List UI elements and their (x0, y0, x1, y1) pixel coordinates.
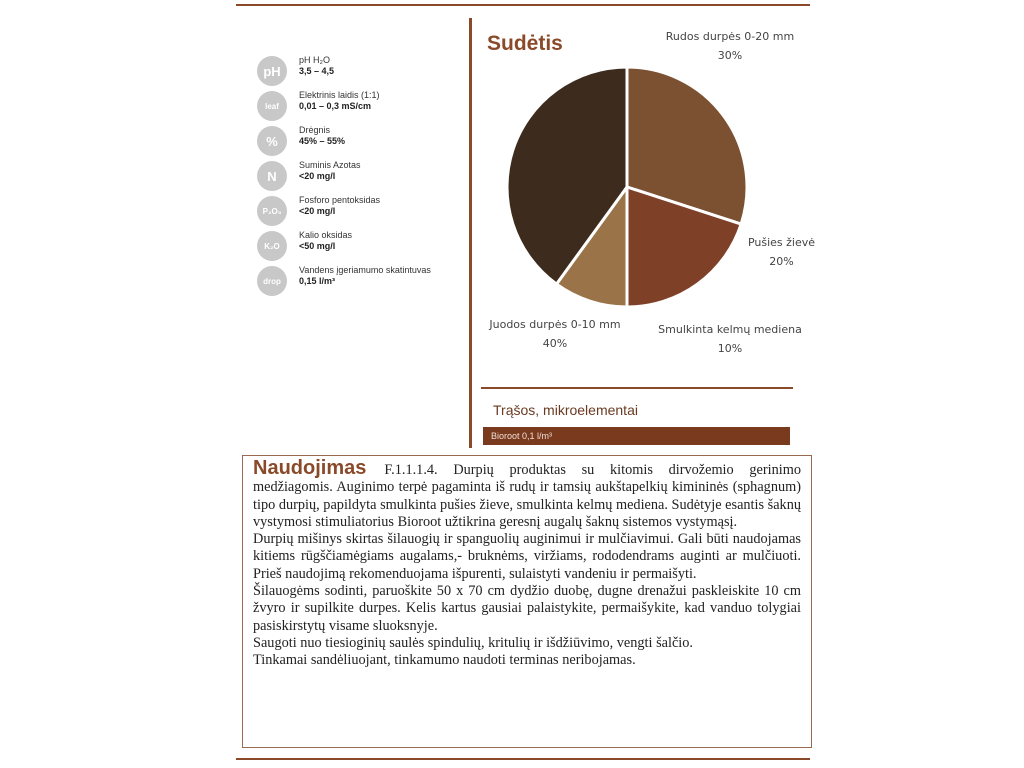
slice-pct: 10% (717, 342, 743, 355)
bottom-rule (236, 758, 810, 760)
parameter-item (257, 55, 457, 86)
parameter-label: Elektrinis laidis (1:1) (299, 90, 380, 100)
usage-box (242, 455, 812, 748)
po-icon: P₂O₅ (257, 196, 287, 226)
parameter-value: <20 mg/l (299, 206, 336, 216)
fertilizer-item: Bioroot 0,1 l/m³ (483, 427, 790, 445)
parameter-item (257, 125, 457, 156)
slice-pct: 30% (717, 49, 743, 62)
slice-name: Pušies žievė (747, 236, 816, 249)
usage-paragraph: Šilauogėms sodinti, paruoškite 50 x 70 cm dydžio duobę, dugne drenažui paskleiskite 10 cm žvyro ir supilkite durpes. Kelis kartus gausiai palaistykite, permaišykite, kad vanduo tolygiai pasiskirstytų visame sluoksnyje. (253, 583, 801, 634)
vertical-divider (469, 18, 472, 448)
usage-title: Naudojimas (253, 457, 367, 479)
fertilizers-title: Trąšos, mikroelementai (493, 402, 638, 418)
usage-paragraph: Saugoti nuo tiesioginių saulės spindulių, kritulių ir išdžiūvimo, vengti šalčio. (253, 634, 693, 651)
parameter-label: Suminis Azotas (299, 160, 361, 170)
parameter-item (257, 195, 457, 226)
slice-name: Rudos durpės 0-20 mm (665, 30, 795, 43)
parameter-value: 45% – 55% (299, 136, 346, 146)
parameter-label: pH H₂O (299, 55, 330, 65)
parameter-value: 0,01 – 0,3 mS/cm (299, 101, 372, 111)
parameter-value: <50 mg/l (299, 241, 336, 251)
%-icon: % (257, 126, 287, 156)
parameter-value: 3,5 – 4,5 (299, 66, 335, 76)
ph-icon: pH (257, 56, 287, 86)
usage-paragraph: F.1.1.1.4. Durpių produktas su kitomis dirvožemio gerinimo medžiagomis. Auginimo terpė pagaminta iš rudų ir tamsių aukštapelkių kimininės (sphagnum) tipo durpių, papildyta smulkinta pušies žieve, smulkinta kelmų mediena. Sudėtyje esantis šaknų vystymosi stimuliatorius Bioroot užtikrina geresnį augalų šaknų sistemos vystymąsį. (253, 462, 801, 530)
slice-name: Smulkinta kelmų mediena (658, 323, 802, 336)
parameter-value: 0,15 l/m³ (299, 276, 336, 286)
drop-icon: drop (257, 266, 287, 296)
slice-name: Juodos durpės 0-10 mm (489, 318, 621, 331)
label-smulkinta (650, 323, 810, 355)
label-juodos (480, 318, 630, 350)
slice-pct: 40% (542, 337, 568, 350)
parameter-label: Drėgnis (299, 125, 331, 135)
composition-title: Sudėtis (487, 32, 563, 55)
parameter-label: Kalio oksidas (299, 230, 353, 240)
parameter-value: <20 mg/l (299, 171, 336, 181)
parameter-label: Fosforo pentoksidas (299, 195, 381, 205)
ko-icon: K₂O (257, 231, 287, 261)
parameter-item (257, 90, 457, 121)
usage-paragraph: Durpių mišinys skirtas šilauogių ir spanguolių auginimui ir mulčiavimui. Gali būti naudojamas kitiems rūgščiamėgiams augalams,- bruknėms, viržiams, rododendrams auginti ar mulčiuoti. Prieš naudojimą rekomenduojama išpurenti, sulaistyti vandeniu ir permaišyti. (253, 531, 801, 582)
n-icon: N (257, 161, 287, 191)
parameter-item (257, 160, 457, 191)
top-rule (236, 4, 810, 6)
label-pusies (745, 236, 818, 268)
parameter-label: Vandens įgeriamumo skatintuvas (299, 265, 431, 275)
parameter-item (257, 230, 457, 261)
label-rudos (655, 30, 805, 62)
slice-pct: 20% (769, 255, 794, 268)
usage-paragraph: Tinkamai sandėliuojant, tinkamumo naudoti terminas neribojamas. (253, 652, 636, 669)
leaf-icon: leaf (257, 91, 287, 121)
parameters-list (257, 55, 457, 300)
parameter-item (257, 265, 457, 296)
composition-pie-chart (500, 60, 754, 314)
fert-rule (481, 387, 793, 389)
